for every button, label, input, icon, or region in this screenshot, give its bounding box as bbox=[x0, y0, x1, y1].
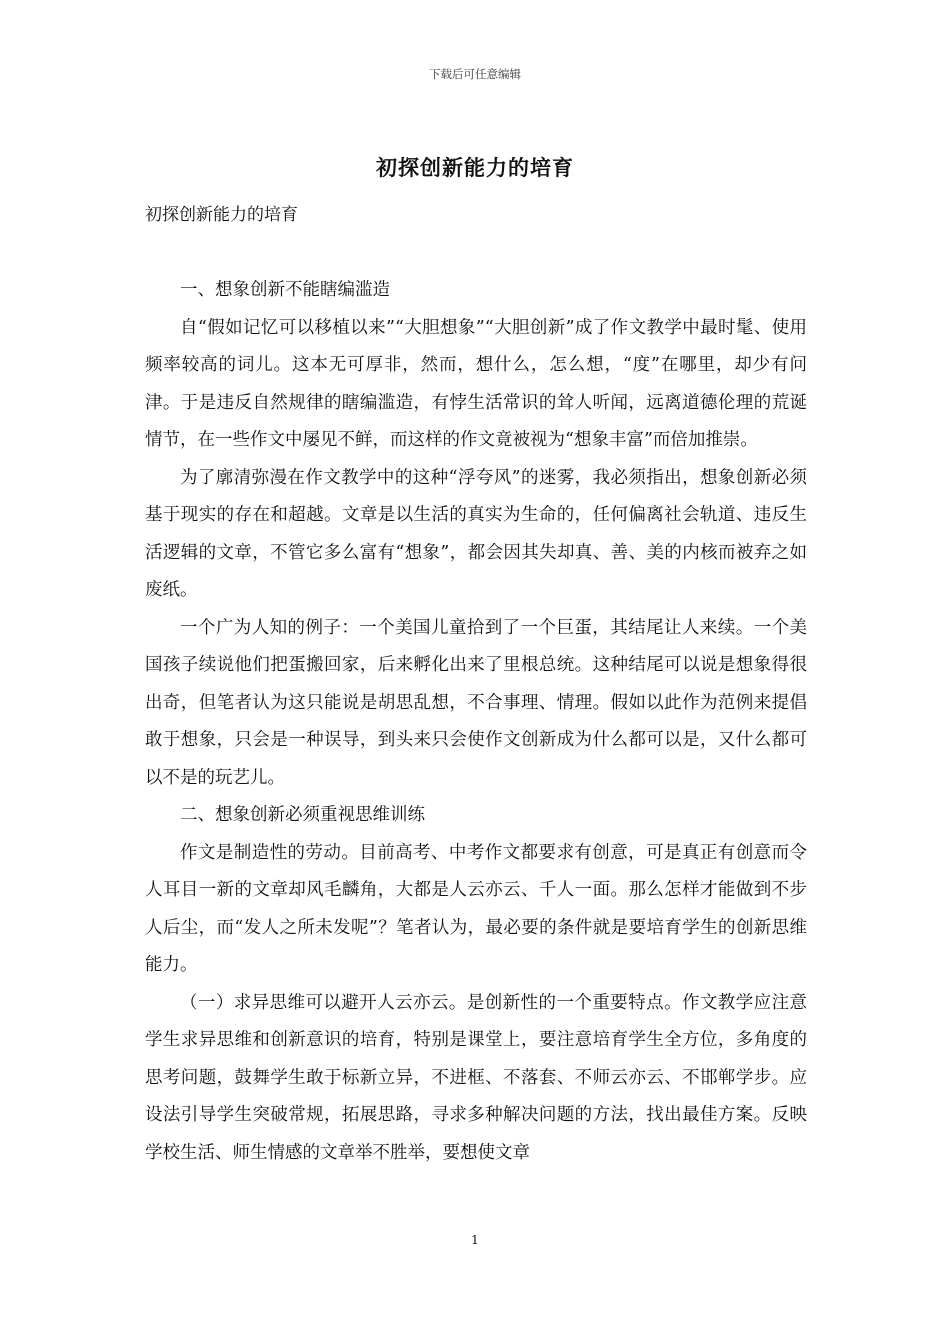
body-paragraph: （一）求异思维可以避开人云亦云。是创新性的一个重要特点。作文教学应注意学生求异思维和创新意识的培育，特别是课堂上，要注意培育学生全方位，多角度的思考问题，鼓舞学生敢于标新立异，不进框、不落套、不师云亦云、不邯郸学步。应设法引导学生突破常规，拓展思路，寻求多种解决问题的方法，找出最佳方案。反映学校生活、师生情感的文章举不胜举，要想使文章 bbox=[145, 992, 807, 1163]
document-body bbox=[145, 272, 807, 1172]
section-heading-1: 一、想象创新不能瞎编滥造 bbox=[180, 280, 390, 300]
body-paragraph: 自“假如记忆可以移植以来”“大胆想象”“大胆创新”成了作文教学中最时髦、使用频率较高的词儿。这本无可厚非，然而，想什么，怎么想，“度”在哪里，却少有问津。于是违反自然规律的瞎编滥造，有悖生活常识的耸人听闻，远离道德伦理的荒诞情节，在一些作文中屡见不鲜，而这样的作文竟被视为“想象丰富”而倍加推崇。 bbox=[145, 317, 807, 450]
document-subtitle: 初探创新能力的培育 bbox=[145, 205, 298, 225]
document-title: 初探创新能力的培育 bbox=[376, 155, 574, 180]
body-paragraph: 为了廓清弥漫在作文教学中的这种“浮夸风”的迷雾，我必须指出，想象创新必须基于现实的存在和超越。文章是以生活的真实为生命的，任何偏离社会轨道、违反生活逻辑的文章，不管它多么富有“想象”，都会因其失却真、善、美的内核而被弃之如废纸。 bbox=[145, 467, 807, 600]
body-paragraph: 一个广为人知的例子：一个美国儿童拾到了一个巨蛋，其结尾让人来续。一个美国孩子续说他们把蛋搬回家，后来孵化出来了里根总统。这种结尾可以说是想象得很出奇，但笔者认为这只能说是胡思乱想，不合事理、情理。假如以此作为范例来提倡敢于想象，只会是一种误导，到头来只会使作文创新成为什么都可以是，又什么都可以不是的玩艺儿。 bbox=[145, 617, 807, 788]
page-number: 1 bbox=[471, 1233, 479, 1247]
body-paragraph: 作文是制造性的劳动。目前高考、中考作文都要求有创意，可是真正有创意而令人耳目一新的文章却风毛麟角，大都是人云亦云、千人一面。那么怎样才能做到不步人后尘，而“发人之所未发呢”？笔者认为，最必要的条件就是要培育学生的创新思维能力。 bbox=[145, 842, 807, 975]
section-heading-2: 二、想象创新必须重视思维训练 bbox=[180, 805, 425, 825]
page-header-note: 下载后可任意编辑 bbox=[429, 67, 521, 81]
